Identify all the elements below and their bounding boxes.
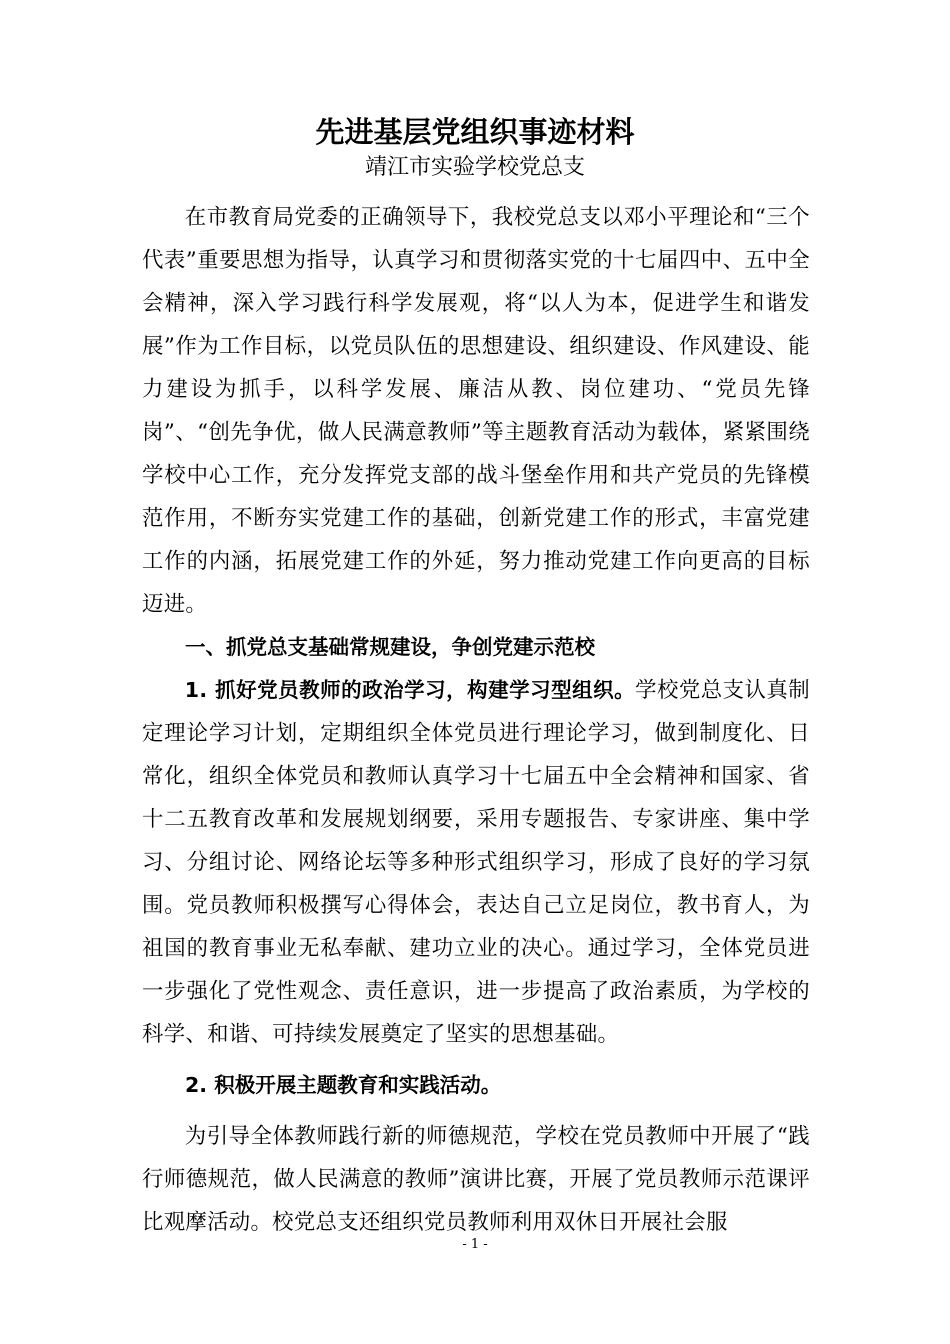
spacer: [142, 1107, 810, 1115]
section-heading-1: 一、抓党总支基础常规建设，争创党建示范校: [185, 635, 596, 659]
item-1-paragraph: [142, 669, 810, 1056]
item-2-heading: 2. 积极开展主题教育和实践活动。: [185, 1073, 502, 1097]
document-title: 先进基层党组织事迹材料: [315, 115, 635, 149]
item-2-paragraph: 为引导全体教师践行新的师德规范，学校在党员教师中开展了“践行师德规范，做人民满意的教师”演讲比赛，开展了党员教师示范课评比观摩活动。校党总支还组织党员教师利用双休日开展社会服: [142, 1124, 810, 1235]
item-1-lead: 1. 抓好党员教师的政治学习，构建学习型组织。: [184, 678, 636, 702]
item-1-text: 学校党总支认真制定理论学习计划，定期组织全体党员进行理论学习，做到制度化、日常化，组织全体党员和教师认真学习十七届五中全会精神和国家、省十二五教育改革和发展规划纲要，采用专题报告、专家讲座、集中学习、分组讨论、网络论坛等多种形式组织学习，形成了良好的学习氛围。党员教师积极撰写心得体会，表达自己立足岗位，教书育人，为祖国的教育事业无私奉献、建功立业的决心。通过学习，全体党员进一步强化了党性观念、责任意识，进一步提高了政治素质，为学校的科学、和谐、可持续发展奠定了坚实的思想基础。: [142, 678, 810, 1047]
intro-paragraph: 在市教育局党委的正确领导下，我校党总支以邓小平理论和“三个代表”重要思想为指导，认真学习和贯彻落实党的十七届四中、五中全会精神，深入学习践行科学发展观，将“以人为本，促进学生和谐发展”作为工作目标，以党员队伍的思想建设、组织建设、作风建设、能力建设为抓手，以科学发展、廉洁从教、岗位建功、“党员先锋岗”、“创先争优，做人民满意教师”等主题教育活动为载体，紧紧围绕学校中心工作，充分发挥党支部的战斗堡垒作用和共产党员的先锋模范作用，不断夯实党建工作的基础，创新党建工作的形式，丰富党建工作的内涵，拓展党建工作的外延，努力推动党建工作向更高的目标迈进。: [142, 205, 810, 617]
document-subtitle: 靖江市实验学校党总支: [364, 155, 585, 180]
document-body: [142, 196, 810, 1244]
page-number: - 1 -: [462, 1237, 488, 1252]
spacer: [142, 1056, 810, 1064]
